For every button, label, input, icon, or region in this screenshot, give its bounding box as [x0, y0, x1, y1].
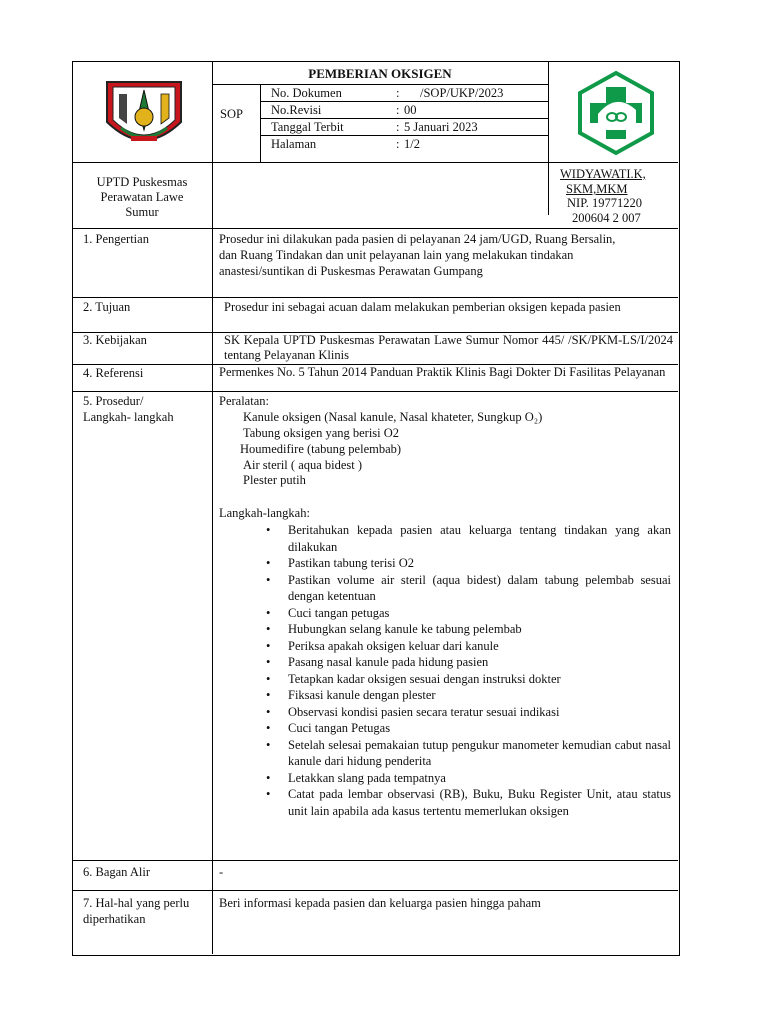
- peralatan-item: Tabung oksigen yang berisi O2: [243, 426, 400, 440]
- kebijakan-text: SK Kepala UPTD Puskesmas Perawatan Lawe Sumur Nomor 445/ /SK/PKM-LS/I/2024 tentang Pelayanan Klinis: [224, 333, 673, 362]
- langkah-text: Pasang nasal kanule pada hidung pasien: [288, 655, 489, 669]
- bullet-icon: •: [266, 655, 271, 669]
- document-title: PEMBERIAN OKSIGEN: [308, 66, 452, 81]
- tujuan-text: Prosedur ini sebagai acuan dalam melakukan pemberian oksigen kepada pasien: [224, 300, 621, 314]
- kebijakan-label: 3. Kebijakan: [83, 333, 147, 347]
- regency-emblem-icon: [101, 72, 187, 154]
- langkah-text: Fiksasi kanule dengan plester: [288, 688, 436, 702]
- pengertian-line: dan Ruang Tindakan dan unit pelayanan lain yang melakukan tindakan: [219, 248, 574, 262]
- langkah-text: Observasi kondisi pasien secara teratur sesuai indikasi: [288, 704, 560, 719]
- bullet-icon: •: [266, 638, 271, 653]
- langkah-item: [266, 654, 671, 671]
- pengertian-line: anastesi/suntikan di Puskesmas Perawatan Gumpang: [219, 264, 483, 278]
- bullet-icon: •: [266, 671, 271, 686]
- signer-nip: NIP. 19771220: [567, 196, 643, 210]
- langkah-item: [266, 671, 671, 688]
- bullet-icon: •: [266, 688, 271, 702]
- langkah-title: Langkah-langkah:: [219, 506, 310, 520]
- langkah-text: Cuci tangan petugas: [288, 605, 390, 620]
- signer-degree: SKM,MKM: [566, 182, 628, 196]
- field-value: 5 Januari 2023: [404, 120, 478, 134]
- sop-label: SOP: [220, 107, 243, 121]
- field-label: No. Dokumen: [271, 86, 342, 100]
- bullet-icon: •: [266, 572, 271, 587]
- langkah-text: Pastikan tabung terisi O2: [288, 556, 415, 570]
- field-label: No.Revisi: [271, 103, 322, 117]
- langkah-text: Letakkan slang pada tempatnya: [288, 770, 446, 785]
- bagan-alir-label: 6. Bagan Alir: [83, 865, 151, 879]
- hal-label: 7. Hal-hal yang perlu: [83, 896, 190, 910]
- peralatan-item: Plester putih: [243, 473, 306, 487]
- bullet-icon: •: [266, 605, 271, 620]
- peralatan-item: Kanule oksigen (Nasal kanule, Nasal khateter, Sungkup O₂): [243, 410, 543, 424]
- signer-nip-cont: 200604 2 007: [572, 211, 641, 225]
- bullet-icon: •: [266, 556, 271, 570]
- peralatan-item: Houmedifire (tabung pelembab): [240, 442, 402, 456]
- pengertian-line: Prosedur ini dilakukan pada pasien di pelayanan 24 jam/UGD, Ruang Bersalin,: [219, 232, 616, 246]
- langkah-text: Tetapkan kadar oksigen sesuai dengan instruksi dokter: [288, 671, 561, 686]
- langkah-item: [266, 605, 671, 622]
- field-value: /SOP/UKP/2023: [420, 86, 504, 100]
- field-value: 1/2: [404, 137, 420, 151]
- tujuan-label: 2. Tujuan: [83, 300, 131, 314]
- field-label: Tanggal Terbit: [271, 120, 344, 134]
- bagan-alir-text: -: [219, 865, 224, 879]
- field-value: 00: [404, 103, 417, 117]
- org-line: Sumur: [125, 205, 159, 219]
- langkah-list: [266, 522, 671, 819]
- field-label: Halaman: [271, 137, 317, 151]
- langkah-text: Cuci tangan Petugas: [288, 721, 391, 735]
- langkah-item: [266, 555, 671, 572]
- peralatan-item: Air steril ( aqua bidest ): [243, 458, 363, 472]
- prosedur-label: 5. Prosedur/: [83, 394, 144, 408]
- field-sep: :: [396, 86, 400, 100]
- langkah-item: [266, 572, 671, 605]
- langkah-item: [266, 737, 671, 770]
- langkah-item: [266, 638, 671, 655]
- referensi-text: Permenkes No. 5 Tahun 2014 Panduan Praktik Klinis Bagi Dokter Di Fasilitas Pelayanan: [219, 365, 666, 379]
- field-sep: :: [396, 103, 400, 117]
- langkah-text: Periksa apakah oksigen keluar dari kanule: [288, 638, 499, 653]
- org-line: Perawatan Lawe: [100, 190, 184, 204]
- langkah-text: Hubungkan selang kanule ke tabung pelembab: [288, 622, 522, 636]
- bullet-icon: •: [266, 622, 271, 636]
- langkah-item: [266, 720, 671, 737]
- bullet-icon: •: [266, 737, 271, 752]
- langkah-text: Pastikan volume air steril (aqua bidest) dalam tabung pelembab sesuai dengan ketentuan: [288, 572, 671, 603]
- langkah-item: [266, 786, 671, 819]
- signer-name: WIDYAWATI.K,: [560, 167, 646, 181]
- bullet-icon: •: [266, 787, 271, 801]
- pengertian-label: 1. Pengertian: [83, 232, 149, 246]
- langkah-item: [266, 687, 671, 704]
- langkah-item: [266, 770, 671, 787]
- langkah-item: [266, 704, 671, 721]
- bullet-icon: •: [266, 721, 271, 735]
- field-sep: :: [396, 120, 400, 134]
- peralatan-title: Peralatan:: [219, 394, 269, 408]
- field-sep: :: [396, 137, 400, 151]
- langkah-item: [266, 621, 671, 638]
- hal-label-cont: diperhatikan: [83, 912, 146, 926]
- org-line: UPTD Puskesmas: [96, 175, 188, 189]
- bullet-icon: •: [266, 704, 271, 719]
- langkah-text: Setelah selesai pemakaian tutup pengukur manometer kemudian cabut nasal kanule dari hidung penderita: [288, 737, 671, 768]
- puskesmas-logo-icon: [576, 70, 656, 156]
- hal-text: Beri informasi kepada pasien dan keluarga pasien hingga paham: [219, 896, 541, 910]
- prosedur-label-cont: Langkah- langkah: [83, 410, 174, 424]
- bullet-icon: •: [266, 770, 271, 785]
- langkah-item: [266, 522, 671, 555]
- referensi-label: 4. Referensi: [83, 366, 144, 380]
- langkah-text: Beritahukan kepada pasien atau keluarga tentang tindakan yang akan dilakukan: [288, 523, 671, 554]
- langkah-text: Catat pada lembar observasi (RB), Buku, Buku Register Unit, atau status unit lain apabila ada kasus tertentu memerlukan oksigen: [288, 787, 671, 818]
- bullet-icon: •: [266, 523, 271, 537]
